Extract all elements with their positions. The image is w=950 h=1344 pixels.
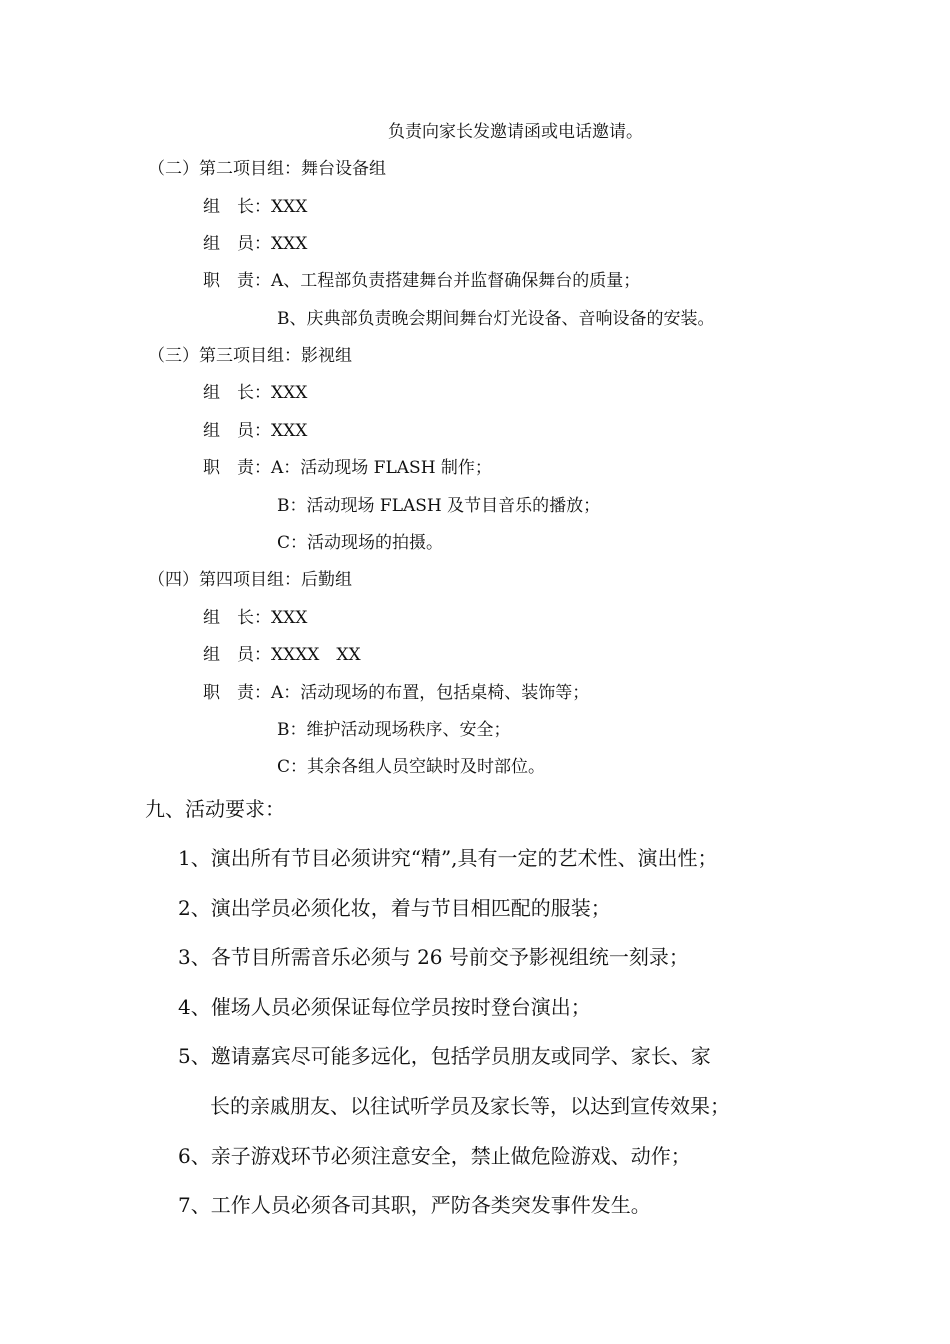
group-4-duty-c: C：其余各组人员空缺时及时部位。 xyxy=(277,757,546,777)
requirement-6: 6、亲子游戏环节必须注意安全，禁止做危险游戏、动作； xyxy=(178,1144,691,1168)
requirement-4: 4、催场人员必须保证每位学员按时登台演出； xyxy=(178,995,591,1019)
group-2-duty-b: B、庆典部负责晚会期间舞台灯光设备、音响设备的安装。 xyxy=(277,309,715,329)
group-3-duty-c: C：活动现场的拍摄。 xyxy=(277,533,444,553)
group-3-duty-a: 职 责：A：活动现场 FLASH 制作； xyxy=(203,458,492,478)
group-3-members: 组 员：XXX xyxy=(203,421,308,441)
group-3-duty-b: B：活动现场 FLASH 及节目音乐的播放； xyxy=(277,496,601,516)
group-4-leader: 组 长：XXX xyxy=(203,608,308,628)
requirement-5: 5、邀请嘉宾尽可能多远化，包括学员朋友或同学、家长、家 xyxy=(178,1044,711,1068)
group-2-duty-a: 职 责：A、工程部负责搭建舞台并监督确保舞台的质量； xyxy=(203,271,641,291)
group-2-members: 组 员：XXX xyxy=(203,234,308,254)
requirement-3: 3、各节目所需音乐必须与 26 号前交予影视组统一刻录； xyxy=(178,945,689,969)
section-heading-group-4: （四）第四项目组：后勤组 xyxy=(148,570,352,590)
group-3-leader: 组 长：XXX xyxy=(203,383,308,403)
responsibility-continuation: 负责向家长发邀请函或电话邀请。 xyxy=(388,122,643,142)
group-2-leader: 组 长：XXX xyxy=(203,197,308,217)
group-4-members: 组 员：XXXX XX xyxy=(203,645,361,665)
group-4-duty-b: B：维护活动现场秩序、安全； xyxy=(277,720,511,740)
group-4-duty-a: 职 责：A：活动现场的布置，包括桌椅、装饰等； xyxy=(203,683,590,703)
section-heading-requirements: 九、活动要求： xyxy=(145,797,285,821)
requirement-5-continuation: 长的亲戚朋友、以往试听学员及家长等，以达到宣传效果； xyxy=(210,1094,730,1118)
requirement-1: 1、演出所有节目必须讲究“精”,具有一定的艺术性、演出性； xyxy=(178,846,718,870)
requirement-7: 7、工作人员必须各司其职，严防各类突发事件发生。 xyxy=(178,1193,651,1217)
section-heading-group-2: （二）第二项目组：舞台设备组 xyxy=(148,159,386,179)
section-heading-group-3: （三）第三项目组：影视组 xyxy=(148,346,352,366)
requirement-2: 2、演出学员必须化妆，着与节目相匹配的服装； xyxy=(178,896,611,920)
